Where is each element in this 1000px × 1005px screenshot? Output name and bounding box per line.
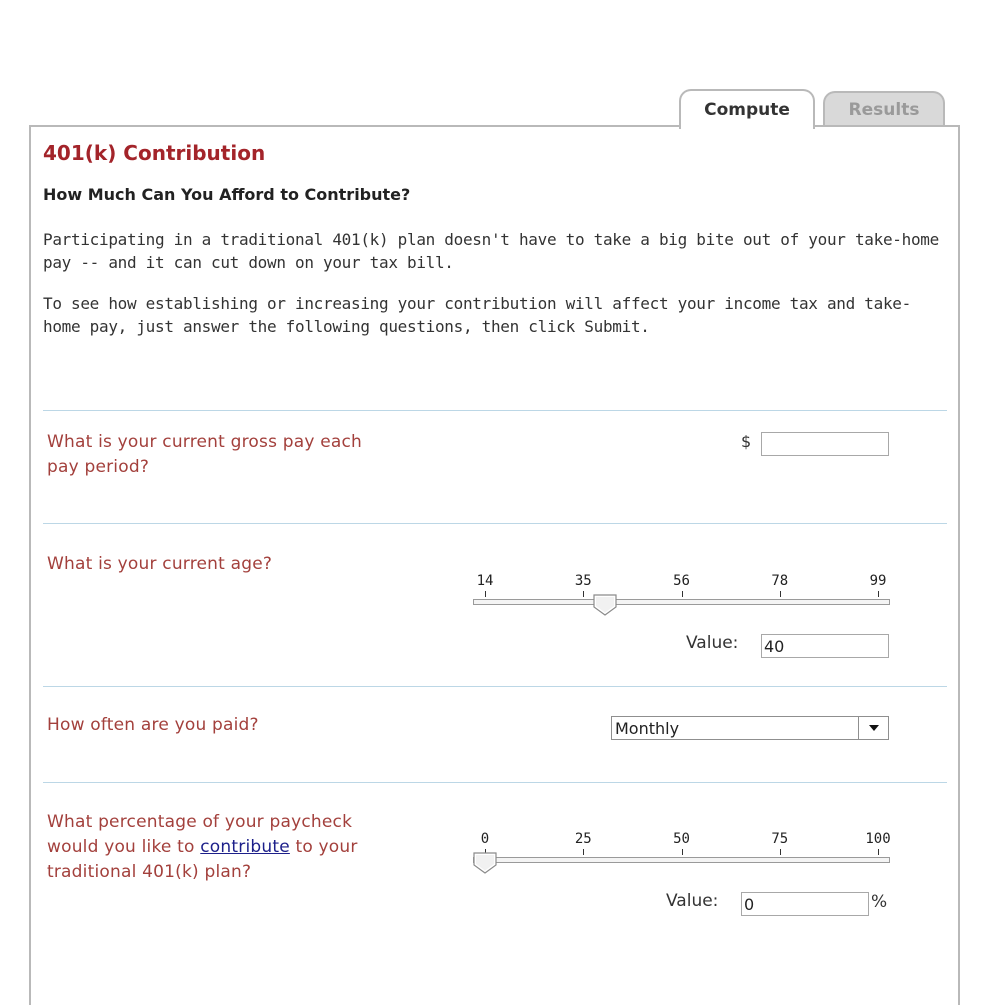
slider-track[interactable] xyxy=(473,857,890,863)
slider-thumb-icon[interactable] xyxy=(593,594,617,616)
divider xyxy=(43,410,947,411)
pay-frequency-selected: Monthly xyxy=(615,718,680,738)
gross-pay-question-line2: pay period? xyxy=(47,457,150,477)
slider-tick-label: 99 xyxy=(869,573,887,589)
contribution-question-line2-pre: would you like to xyxy=(47,837,201,857)
contribution-question-line2-post: to your xyxy=(289,837,358,857)
divider xyxy=(43,686,947,687)
contribution-question-line1: What percentage of your paycheck xyxy=(47,812,353,832)
page-title: 401(k) Contribution xyxy=(43,141,266,165)
slider-tick-label: 25 xyxy=(574,831,592,847)
slider-tick-label: 75 xyxy=(771,831,789,847)
contribution-value-input[interactable] xyxy=(741,892,869,916)
slider-tick-mark xyxy=(485,591,486,597)
slider-tick-label: 50 xyxy=(673,831,690,847)
tab-results[interactable]: Results xyxy=(823,91,945,127)
pay-frequency-select[interactable] xyxy=(611,716,889,740)
contribution-value-label: Value: xyxy=(666,891,719,911)
slider-tick-label: 0 xyxy=(480,831,490,847)
intro-paragraph-1: Participating in a traditional 401(k) plan doesn't have to take a big bite out of your take-home pay -- and it can cut down on your tax bill. xyxy=(43,230,939,272)
slider-tick-mark xyxy=(682,849,683,855)
page-subtitle: How Much Can You Afford to Contribute? xyxy=(43,185,411,204)
slider-tick-mark xyxy=(878,849,879,855)
slider-tick-mark xyxy=(878,591,879,597)
slider-tick-label: 56 xyxy=(673,573,690,589)
slider-tick-mark xyxy=(780,591,781,597)
contribution-question xyxy=(47,810,358,885)
slider-track[interactable] xyxy=(473,599,890,605)
slider-thumb-icon[interactable] xyxy=(473,852,497,874)
slider-tick-label: 78 xyxy=(771,573,789,589)
currency-symbol: $ xyxy=(741,432,752,451)
gross-pay-question xyxy=(47,430,362,480)
tab-compute[interactable]: Compute xyxy=(679,89,815,129)
slider-tick-label: 35 xyxy=(574,573,592,589)
age-value-input[interactable] xyxy=(761,634,889,658)
slider-tick-label: 14 xyxy=(476,573,494,589)
age-slider[interactable] xyxy=(473,573,890,623)
intro-paragraph-2: To see how establishing or increasing your contribution will affect your income tax and take-home pay, just answer the following questions, then click Submit. xyxy=(43,294,911,336)
age-question: What is your current age? xyxy=(47,554,273,574)
slider-tick-mark xyxy=(682,591,683,597)
divider xyxy=(43,782,947,783)
slider-tick-mark xyxy=(583,849,584,855)
chevron-down-icon[interactable] xyxy=(858,717,888,739)
divider xyxy=(43,523,947,524)
gross-pay-question-line1: What is your current gross pay each xyxy=(47,432,363,452)
percent-unit: % xyxy=(871,892,888,912)
contribution-slider[interactable] xyxy=(473,831,890,881)
pay-frequency-question: How often are you paid? xyxy=(47,715,259,735)
gross-pay-input[interactable] xyxy=(761,432,889,456)
contribution-question-line3: traditional 401(k) plan? xyxy=(47,862,252,882)
age-value-label: Value: xyxy=(686,633,739,653)
contribute-link[interactable]: contribute xyxy=(200,837,290,857)
slider-tick-mark xyxy=(583,591,584,597)
slider-tick-label: 100 xyxy=(865,831,891,847)
slider-tick-mark xyxy=(780,849,781,855)
